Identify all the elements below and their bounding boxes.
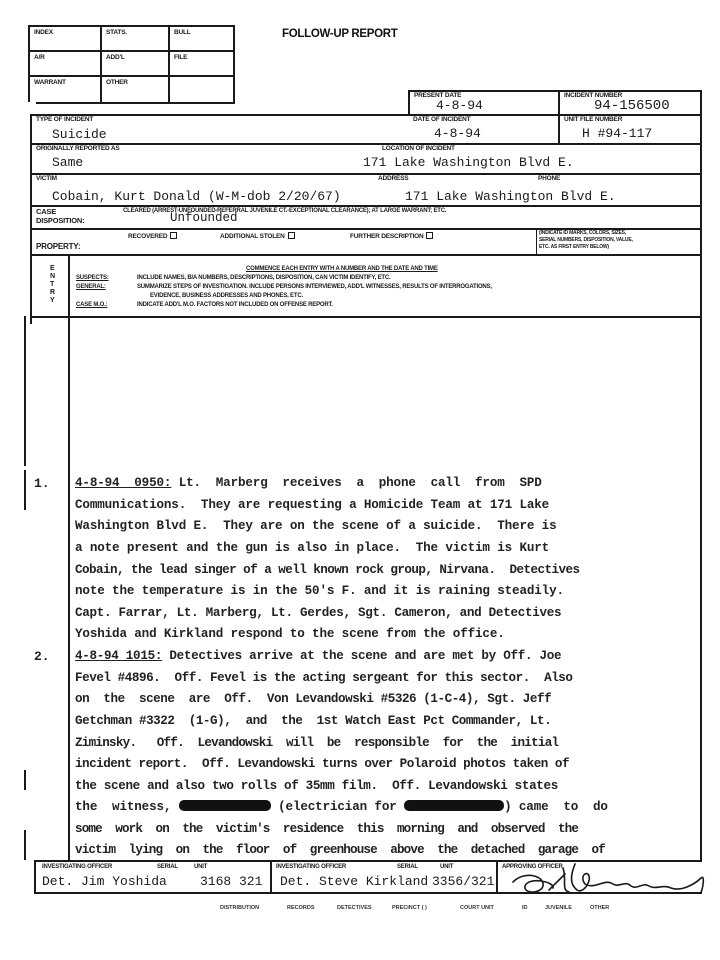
narrative-line: some work on the victim's residence this morning and observed the bbox=[75, 822, 579, 836]
address-value: 171 Lake Washington Blvd E. bbox=[405, 189, 616, 204]
casemo-label: CASE M.O.: bbox=[76, 302, 108, 308]
distribution-juvenile: JUVENILE bbox=[545, 905, 572, 911]
redacted-witness-name bbox=[179, 800, 271, 811]
narrative-line: Washington Blvd E. They are on the scene of a suicide. There is bbox=[75, 519, 557, 533]
narrative-line bbox=[75, 649, 561, 663]
warrant-label: WARRANT bbox=[34, 79, 66, 86]
general-label: GENERAL: bbox=[76, 284, 106, 290]
casemo-instruction: INDICATE ADD'L M.O. FACTORS NOT INCLUDED ON OFFENSE REPORT. bbox=[137, 302, 333, 308]
suspects-instruction: INCLUDE NAMES, B/A NUMBERS, DESCRIPTIONS, DISPOSITION, CAN VICTIM IDENTIFY, ETC. bbox=[137, 275, 391, 281]
narrative-line: victim lying on the floor of greenhouse above the detached garage of bbox=[75, 843, 605, 857]
addl-label: ADD'L bbox=[106, 54, 125, 61]
location-value: 171 Lake Washington Blvd E. bbox=[363, 155, 574, 170]
index-label: INDEX bbox=[34, 29, 53, 36]
stats-label: STATS. bbox=[106, 29, 127, 36]
victim-value: Cobain, Kurt Donald (W-M-dob 2/20/67) bbox=[52, 189, 341, 204]
officer2-serial-label: SERIAL bbox=[397, 864, 418, 870]
present-date-label: PRESENT DATE bbox=[414, 92, 462, 99]
type-of-incident-label: TYPE OF INCIDENT bbox=[36, 116, 94, 123]
officer1-name: Det. Jim Yoshida bbox=[42, 874, 167, 889]
phone-label: PHONE bbox=[538, 175, 561, 182]
officer1-unit-label: UNIT bbox=[194, 864, 208, 870]
victim-label: VICTIM bbox=[36, 175, 57, 182]
narrative-text: Lt. Marberg receives a phone call from SPD bbox=[171, 476, 542, 490]
entry-letter: N bbox=[50, 273, 56, 280]
narrative-line: a note present and the gun is also in place. The victim is Kurt bbox=[75, 541, 550, 555]
redacted-employer-name bbox=[404, 800, 504, 811]
incident-number-value: 94-156500 bbox=[594, 98, 670, 114]
present-date-value: 4-8-94 bbox=[436, 98, 483, 113]
recovered-label: RECOVERED bbox=[128, 233, 168, 240]
distribution-detectives: DETECTIVES bbox=[337, 905, 372, 911]
recovered-checkbox[interactable] bbox=[170, 232, 177, 239]
narrative-line: note the temperature is in the 50's F. and it is raining steadily. bbox=[75, 584, 564, 598]
location-label: LOCATION OF INCIDENT bbox=[382, 145, 455, 152]
entry-timestamp: 4-8-94 1015: bbox=[75, 649, 163, 663]
approving-officer-label: APPROVING OFFICER bbox=[502, 864, 563, 870]
entry-letter: E bbox=[50, 265, 55, 272]
officer2-unit-label: UNIT bbox=[440, 864, 454, 870]
general-instruction-2: EVIDENCE, BUSINESS ADDRESSES AND PHONES, ETC. bbox=[150, 293, 303, 299]
entry-number: 2. bbox=[34, 649, 50, 664]
type-of-incident-value: Suicide bbox=[52, 127, 107, 142]
distribution-id: ID bbox=[522, 905, 528, 911]
narrative-line: Yoshida and Kirkland respond to the scene from the office. bbox=[75, 627, 505, 641]
narrative-line: the scene and also two rolls of 35mm film. Off. Levandowski states bbox=[75, 779, 558, 793]
narrative-line: Ziminsky. Off. Levandowski will be responsible for the initial bbox=[75, 736, 559, 750]
incident-number-label: INCIDENT NUMBER bbox=[564, 92, 623, 99]
property-note-3: ETC. AS FIRST ENTRY BELOW) bbox=[539, 244, 609, 250]
unit-file-number-label: UNIT FILE NUMBER bbox=[564, 116, 623, 123]
distribution-label: DISTRIBUTION bbox=[220, 905, 260, 911]
distribution-other: OTHER bbox=[590, 905, 610, 911]
narrative-line: Fevel #4896. Off. Fevel is the acting sergeant for this sector. Also bbox=[75, 671, 573, 685]
property-note-2: SERIAL NUMBERS, DISPOSITION, VALUE, bbox=[539, 237, 633, 243]
further-description-label: FURTHER DESCRIPTION bbox=[350, 233, 424, 240]
general-instruction-1: SUMMARIZE STEPS OF INVESTIGATION. INCLUDE PERSONS INTERVIEWED, ADD'L WITNESSES, RESULTS OF INTERROGATIONS, bbox=[137, 284, 492, 290]
narrative-line bbox=[75, 476, 542, 490]
address-label: ADDRESS bbox=[378, 175, 409, 182]
suspects-label: SUSPECTS: bbox=[76, 275, 109, 281]
entry-letter: T bbox=[50, 281, 55, 288]
property-label: PROPERTY: bbox=[36, 242, 81, 251]
narrative-text: (electrician for bbox=[270, 800, 405, 814]
originally-reported-label: ORIGINALLY REPORTED AS bbox=[36, 145, 120, 152]
originally-reported-value: Same bbox=[52, 155, 84, 170]
property-additional-stolen bbox=[220, 232, 295, 241]
narrative-line bbox=[75, 800, 608, 814]
date-of-incident-value: 4-8-94 bbox=[434, 126, 481, 141]
narrative-text: ) came to do bbox=[504, 800, 608, 814]
signature-icon bbox=[505, 860, 715, 900]
officer1-label: INVESTIGATING OFFICER bbox=[42, 864, 113, 870]
entry-letter: R bbox=[50, 289, 56, 296]
narrative-text: the witness, bbox=[75, 800, 179, 814]
additional-stolen-checkbox[interactable] bbox=[288, 232, 295, 239]
date-of-incident-label: DATE OF INCIDENT bbox=[413, 116, 471, 123]
bull-label: BULL bbox=[174, 29, 191, 36]
property-recovered bbox=[128, 232, 177, 241]
narrative-line: incident report. Off. Levandowski turns over Polaroid photos taken of bbox=[75, 757, 570, 771]
additional-stolen-label: ADDITIONAL STOLEN bbox=[220, 233, 285, 240]
entry-number: 1. bbox=[34, 476, 50, 491]
file-label: FILE bbox=[174, 54, 188, 61]
distribution-records: RECORDS bbox=[287, 905, 315, 911]
index-grid bbox=[28, 25, 235, 103]
property-note-1: (INDICATE ID MARKS, COLORS, SIZES, bbox=[539, 230, 626, 236]
case-disposition-options: CLEARED (ARREST-UNFOUNDED-REFERRAL JUVENILE CT.-EXCEPTIONAL CLEARANCE); AT LARGE WARRANT; ETC. bbox=[123, 208, 447, 214]
commence-instruction: COMMENCE EACH ENTRY WITH A NUMBER AND THE DATE AND TIME bbox=[246, 266, 438, 272]
case-disposition-value: Unfounded bbox=[170, 211, 238, 225]
officer1-serial-label: SERIAL bbox=[157, 864, 178, 870]
other-label: OTHER bbox=[106, 79, 128, 86]
distribution-precinct: PRECINCT ( ) bbox=[392, 905, 427, 911]
narrative-line: Cobain, the lead singer of a well known rock group, Nirvana. Detectives bbox=[75, 563, 580, 577]
entry-timestamp: 4-8-94 0950: bbox=[75, 476, 172, 490]
officer1-serial-unit: 3168 321 bbox=[200, 874, 263, 889]
distribution-court-unit: COURT UNIT bbox=[460, 905, 494, 911]
unit-file-number-value: H #94-117 bbox=[582, 126, 653, 141]
disposition-label: DISPOSITION: bbox=[36, 216, 85, 225]
narrative-line: Communications. They are requesting a Homicide Team at 171 Lake bbox=[75, 498, 550, 512]
officer2-serial-unit: 3356/321 bbox=[432, 874, 495, 889]
officer2-name: Det. Steve Kirkland bbox=[280, 874, 429, 889]
property-further-description bbox=[350, 232, 433, 241]
further-description-checkbox[interactable] bbox=[426, 232, 433, 239]
officer2-label: INVESTIGATING OFFICER bbox=[276, 864, 347, 870]
narrative-text: Detectives arrive at the scene and are met by Off. Joe bbox=[162, 649, 562, 663]
narrative-line: on the scene are Off. Von Levandowski #5326 (1-C-4), Sgt. Jeff bbox=[75, 692, 552, 706]
case-label: CASE bbox=[36, 207, 57, 216]
narrative-line: Getchman #3322 (1-G), and the 1st Watch East Pct Commander, Lt. bbox=[75, 714, 552, 728]
report-title: FOLLOW-UP REPORT bbox=[282, 28, 398, 40]
entry-letter: Y bbox=[50, 297, 55, 304]
ar-label: A/R bbox=[34, 54, 45, 61]
narrative-line: Capt. Farrar, Lt. Marberg, Lt. Gerdes, Sgt. Cameron, and Detectives bbox=[75, 606, 562, 620]
